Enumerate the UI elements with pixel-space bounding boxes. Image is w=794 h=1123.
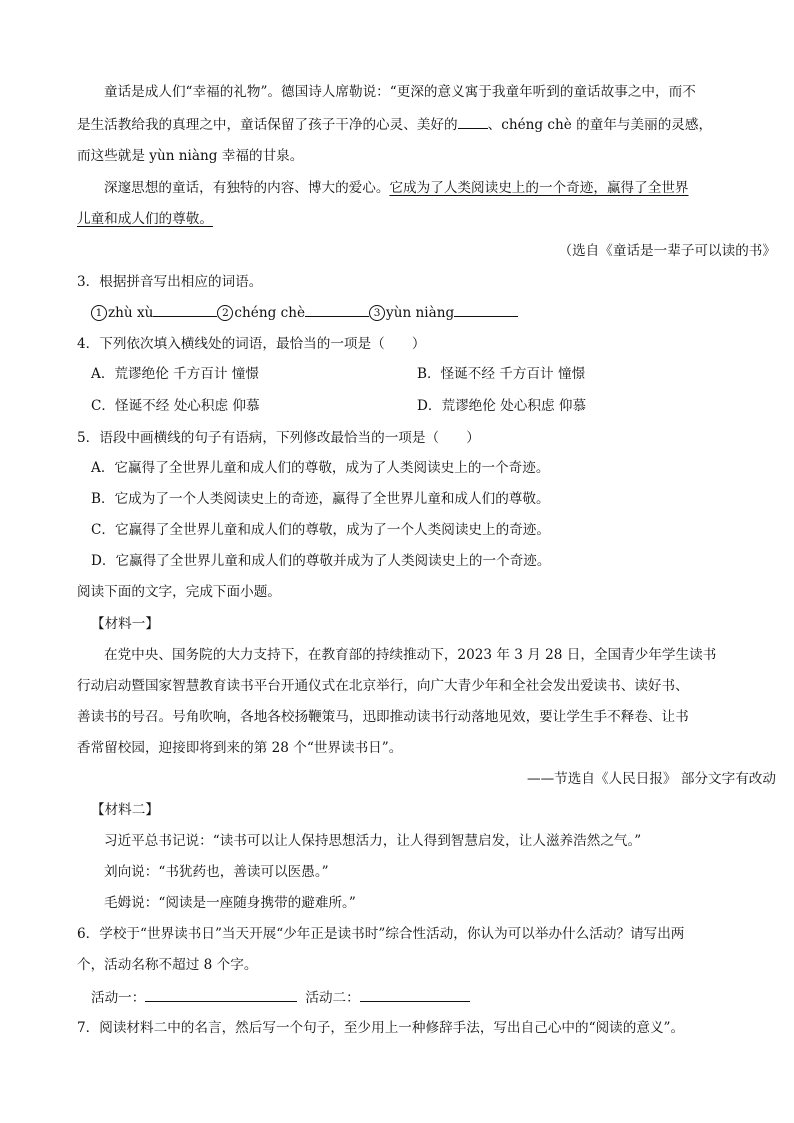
circled-number: 3 bbox=[369, 305, 385, 321]
activity-1-blank[interactable] bbox=[145, 987, 297, 1002]
material-1-line-3: 善读书的号召。号角吹响，各地各校扬鞭策马，迅即推动读书行动落地见效，要让学生手不释卷、让书 bbox=[77, 709, 689, 725]
material-2-quote-1: 习近平总书记说：“读书可以让人保持思想活力，让人得到智慧启发，让人滋养浩然之气。” bbox=[104, 833, 642, 849]
question-4-stem: 4．下列依次填入横线处的词语，最恰当的一项是（ ） bbox=[77, 336, 426, 352]
answer-blank-2[interactable] bbox=[305, 302, 369, 317]
material-1-line-4: 香常留校园，迎接即将到来的第 28 个“世界读书日”。 bbox=[77, 740, 403, 756]
pinyin-2: chéng chè bbox=[234, 305, 306, 321]
material-1-line-2: 行动启动暨国家智慧教育读书平台开通仪式在北京举行，向广大青少年和全社会发出爱读书、读好书、 bbox=[77, 678, 689, 694]
answer-blank-3[interactable] bbox=[454, 302, 518, 317]
question-6-stem-line-2: 个，活动名称不超过 8 个字。 bbox=[77, 957, 258, 973]
passage-paragraph-2-line-1 bbox=[104, 178, 689, 198]
passage-source: （选自《童话是一辈子可以读的书》 bbox=[558, 243, 776, 259]
passage-paragraph-1-line-2 bbox=[77, 114, 712, 135]
question-3-stem: 3．根据拼音写出相应的词语。 bbox=[77, 274, 263, 290]
reading-intro: 阅读下面的文字，完成下面小题。 bbox=[77, 584, 281, 600]
material-1-title: 【材料一】 bbox=[91, 616, 159, 632]
activity-1-label: 活动一： bbox=[91, 990, 146, 1006]
passage-text: 、chéng chè 的童年与美丽的灵感， bbox=[487, 117, 713, 133]
question-6-stem-line-1: 6．学校于“世界读书日”当天开展“少年正是读书时”综合性活动，你认为可以举办什么活动？请写出两 bbox=[77, 926, 685, 942]
activity-2-label: 活动二： bbox=[305, 990, 360, 1006]
question-5-stem: 5．语段中画横线的句子有语病，下列修改最恰当的一项是（ ） bbox=[77, 430, 480, 446]
material-2-quote-2: 刘向说：“书犹药也，善读可以医愚。” bbox=[104, 864, 329, 880]
question-3-answers bbox=[91, 302, 518, 323]
question-4-option-c[interactable]: C．怪诞不经 处心积虑 仰慕 bbox=[91, 398, 260, 414]
question-7-stem: 7．阅读材料二中的名言，然后写一个句子，至少用上一种修辞手法，写出自己心中的“阅读的意义”。 bbox=[77, 1020, 685, 1036]
pinyin-3: yùn niàng bbox=[386, 305, 455, 321]
passage-paragraph-1-line-3: 而这些就是 yùn niàng 幸福的甘泉。 bbox=[77, 148, 304, 164]
question-6-answer-row bbox=[91, 987, 470, 1008]
fill-blank[interactable] bbox=[458, 114, 488, 129]
material-2-title: 【材料二】 bbox=[91, 802, 159, 818]
underlined-sentence-continued: 儿童和成人们的尊敬。 bbox=[77, 211, 213, 227]
passage-text: 深邃思想的童话，有独特的内容、博大的爱心。 bbox=[104, 180, 390, 196]
question-4-option-b[interactable]: B．怪诞不经 千方百计 憧憬 bbox=[417, 366, 586, 382]
material-2-quote-3: 毛姆说：“阅读是一座随身携带的避难所。” bbox=[104, 895, 356, 911]
material-1-source: ——节选自《人民日报》 部分文字有改动 bbox=[526, 771, 776, 787]
question-4-option-d[interactable]: D．荒谬绝伦 处心积虑 仰慕 bbox=[417, 398, 587, 414]
circled-number: 2 bbox=[217, 305, 233, 321]
passage-paragraph-1-line-1: 童话是成人们“幸福的礼物”。德国诗人席勒说：“更深的意义寓于我童年听到的童话故事之中，而不 bbox=[104, 84, 696, 100]
passage-text: 是生活教给我的真理之中，童话保留了孩子干净的心灵、美好的 bbox=[77, 117, 458, 133]
question-5-option-b[interactable]: B．它成为了一个人类阅读史上的奇迹，赢得了全世界儿童和成人们的尊敬。 bbox=[91, 491, 550, 507]
underlined-sentence: 它成为了人类阅读史上的一个奇迹，赢得了全世界 bbox=[389, 180, 689, 196]
answer-blank-1[interactable] bbox=[153, 302, 217, 317]
question-5-option-d[interactable]: D．它赢得了全世界儿童和成人们的尊敬并成为了人类阅读史上的一个奇迹。 bbox=[91, 553, 551, 569]
question-4-option-a[interactable]: A．荒谬绝伦 千方百计 憧憬 bbox=[91, 366, 259, 382]
material-1-line-1: 在党中央、国务院的大力支持下，在教育部的持续推动下，2023 年 3 月 28 日，全国青少年学生读书 bbox=[104, 647, 717, 663]
pinyin-1: zhù xù bbox=[108, 305, 154, 321]
question-5-option-a[interactable]: A．它赢得了全世界儿童和成人们的尊敬，成为了人类阅读史上的一个奇迹。 bbox=[91, 460, 550, 476]
activity-2-blank[interactable] bbox=[360, 987, 470, 1002]
circled-number: 1 bbox=[91, 305, 107, 321]
question-5-option-c[interactable]: C．它赢得了全世界儿童和成人们的尊敬，成为了一个人类阅读史上的奇迹。 bbox=[91, 522, 550, 538]
